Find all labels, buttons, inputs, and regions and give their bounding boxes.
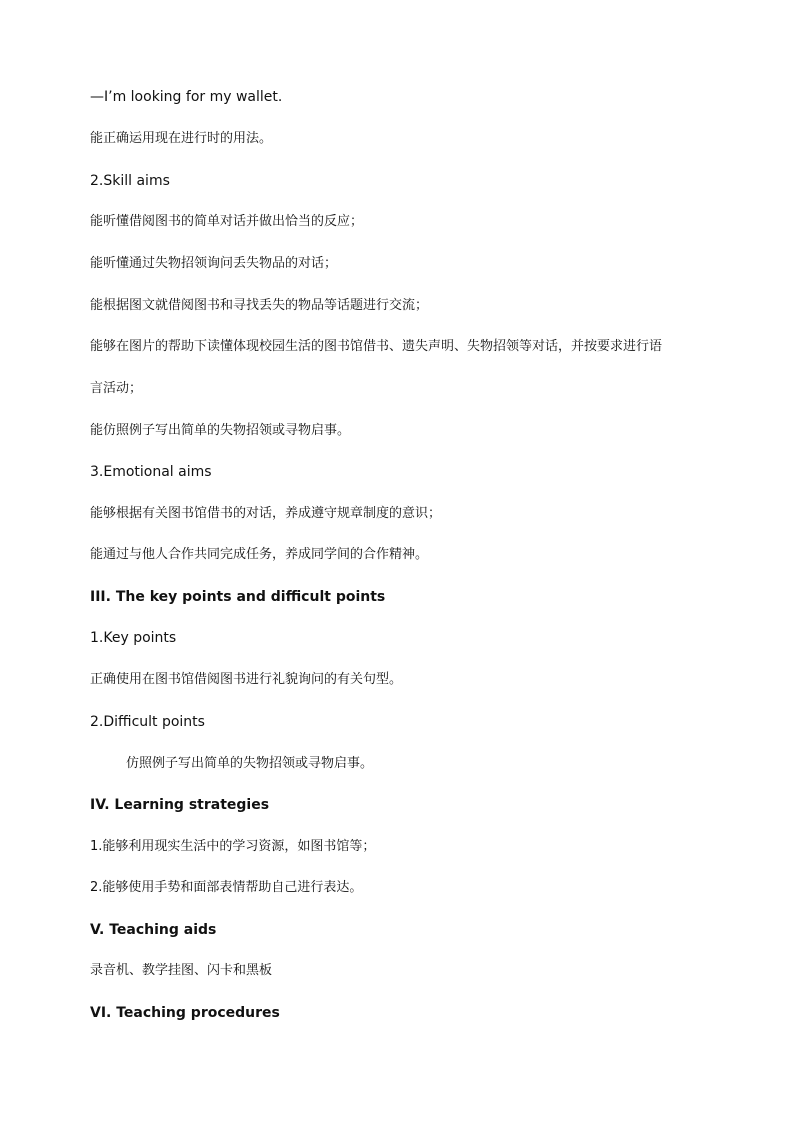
body-text: 能够根据有关图书馆借书的对话，养成遵守规章制度的意识； — [90, 506, 442, 521]
body-text: 能正确运用现在进行时的用法。 — [90, 131, 273, 146]
body-text: 仿照例子写出简单的失物招领或寻物启事。 — [126, 756, 374, 771]
body-text: 能仿照例子写出简单的失物招领或寻物启事。 — [90, 423, 351, 438]
body-text: 能通过与他人合作共同完成任务，养成同学间的合作精神。 — [90, 547, 429, 562]
subheading-skill-aims: 2.Skill aims — [90, 173, 170, 189]
list-item: 1.能够利用现实生活中的学习资源，如图书馆等； — [90, 839, 376, 854]
body-text: 正确使用在图书馆借阅图书进行礼貌询问的有关句型。 — [90, 672, 403, 687]
subheading-difficult-points: 2.Difficult points — [90, 714, 205, 730]
list-item: 2.能够使用手势和面部表情帮助自己进行表达。 — [90, 880, 363, 895]
body-text: 能听懂借阅图书的简单对话并做出恰当的反应； — [90, 214, 364, 229]
section-heading-key-points: III. The key points and difficult points — [90, 589, 386, 605]
subheading-key-points: 1.Key points — [90, 630, 177, 646]
section-heading-teaching-aids: V. Teaching aids — [90, 922, 217, 938]
body-text: 录音机、教学挂图、闪卡和黑板 — [90, 963, 273, 978]
body-text: 能根据图文就借阅图书和寻找丢失的物品等话题进行交流； — [90, 298, 429, 313]
body-text: 言活动； — [90, 381, 143, 396]
subheading-emotional-aims: 3.Emotional aims — [90, 464, 212, 480]
body-text: 能够在图片的帮助下读懂体现校园生活的图书馆借书、遗失声明、失物招领等对话，并按要求进行语 — [90, 339, 663, 354]
dialogue-line: —I’m looking for my wallet. — [90, 89, 283, 105]
section-heading-learning-strategies: IV. Learning strategies — [90, 797, 270, 813]
section-heading-teaching-procedures: VI. Teaching procedures — [90, 1005, 280, 1021]
body-text: 能听懂通过失物招领询问丢失物品的对话； — [90, 256, 338, 271]
